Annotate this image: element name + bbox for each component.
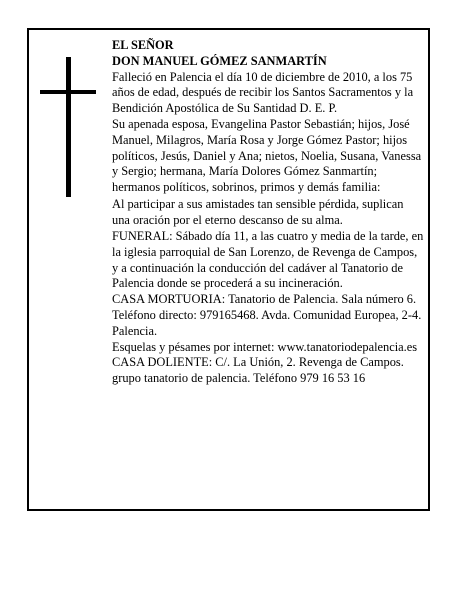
cross-icon — [40, 57, 96, 197]
notice-title: EL SEÑOR — [112, 38, 174, 52]
funeral-details: FUNERAL: Sábado día 11, a las cuatro y media de la tarde, en la iglesia parroquial de San Lorenzo, de Revenga de Campos, y a continuación la conducción del cadáver al Tanatorio de Palencia donde se procederá a su incineración. — [112, 229, 424, 291]
deceased-name: DON MANUEL GÓMEZ SANMARTÍN — [112, 53, 327, 68]
prayer-request: Al participar a sus amistades tan sensible pérdida, suplican una oración por el eterno descanso de su alma. — [112, 197, 404, 228]
family-home-address: CASA DOLIENTE: C/. La Unión, 2. Revenga de Campos. — [112, 355, 404, 370]
family-list: Su apenada esposa, Evangelina Pastor Sebastián; hijos, José Manuel, Milagros, María Rosa y Jorge Gómez Pastor; hijos políticos, Jesús, Daniel y Ana; nietos, Noelia, Susana, Vanessa y Sergio; hermana, María Dolores Gómez Sanmartín; hermanos políticos, sobrinos, primos y demás familia: — [112, 116, 422, 195]
notice-text — [112, 38, 424, 387]
funeral-home-details: CASA MORTUORIA: Tanatorio de Palencia. Sala número 6. Teléfono directo: 979165468. Avda. Comunidad Europea, 2-4. Palencia. — [112, 292, 422, 338]
cross-horizontal-bar — [40, 90, 96, 94]
death-announcement: Falleció en Palencia el día 10 de diciembre de 2010, a los 75 años de edad, después de recibir los Santos Sacramentos y la Bendición Apostólica de Su Santidad D. E. P. — [112, 69, 414, 116]
internet-condolences: Esquelas y pésames por internet: www.tanatoriodepalencia.es — [112, 339, 418, 354]
funeral-home-phone: grupo tanatorio de palencia. Teléfono 979 16 53 16 — [112, 371, 366, 386]
cross-vertical-bar — [66, 57, 71, 197]
